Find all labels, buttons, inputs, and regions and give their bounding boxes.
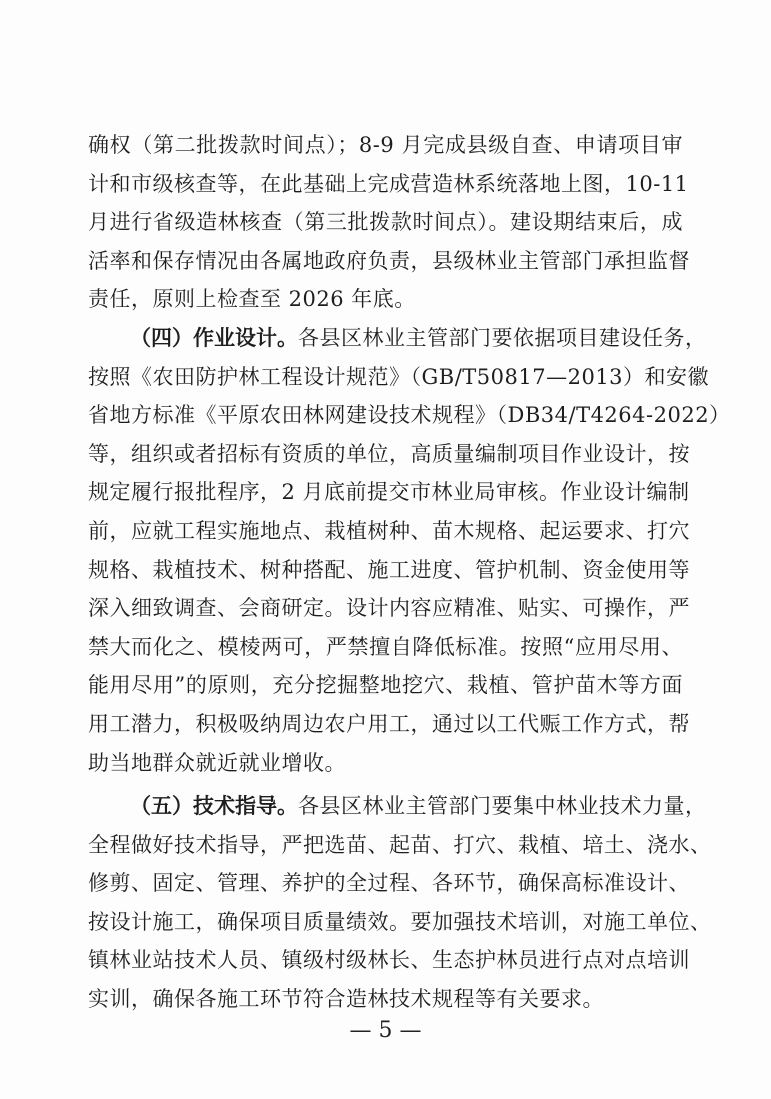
text-line: 禁大而化之、模棱两可，严禁擅自降低标准。按照“应用尽用、 [88, 634, 683, 659]
section-heading-design: （四）作业设计。 [130, 325, 298, 350]
text-line: 按设计施工，确保项目质量绩效。要加强技术培训，对施工单位、 [88, 909, 712, 934]
text-line: 能用尽用”的原则，充分挖掘整地挖穴、栽植、管护苗木等方面 [88, 673, 683, 698]
page-number: — 5 — [349, 1018, 422, 1043]
text-line: 规定履行报批程序，2 月底前提交市林业局审核。作业设计编制 [88, 480, 690, 505]
text-line: 助当地群众就近就业增收。 [88, 750, 346, 775]
text-line: 月进行省级造林核查（第三批拨款时间点）。建设期结束后，成 [88, 210, 683, 235]
text-line: 镇林业站技术人员、镇级村级林长、生态护林员进行点对点培训 [88, 948, 690, 973]
text-span: 各县区林业主管部门要依据项目建设任务， [298, 325, 707, 350]
text-line: 实训，确保各施工环节符合造林技术规程等有关要求。 [88, 987, 604, 1012]
text-span: 各县区林业主管部门要集中林业技术力量， [298, 794, 707, 819]
text-line: 用工潜力，积极吸纳周边农户用工，通过以工代赈工作方式，帮 [88, 711, 690, 736]
text-line: 省地方标准《平原农田林网建设技术规程》（DB34/T4264-2022） [88, 403, 731, 428]
paragraph-1 [88, 126, 690, 319]
text-line: 深入细致调查、会商研定。设计内容应精准、贴实、可操作，严 [88, 596, 690, 621]
text-line: 活率和保存情况由各属地政府负责，县级林业主管部门承担监督 [88, 248, 690, 273]
text-line: 修剪、固定、管理、养护的全过程、各环节，确保高标准设计、 [88, 871, 690, 896]
section-heading-guidance: （五）技术指导。 [130, 794, 298, 819]
text-line [88, 787, 707, 826]
text-line: 前，应就工程实施地点、栽植树种、苗木规格、起运要求、打穴 [88, 518, 690, 543]
text-line: 等，组织或者招标有资质的单位，高质量编制项目作业设计，按 [88, 441, 690, 466]
text-line: 责任，原则上检查至 2026 年底。 [88, 287, 416, 312]
text-line: 确权（第二批拨款时间点）；8-9 月完成县级自查、申请项目审 [88, 133, 683, 157]
text-line: 按照《农田防护林工程设计规范》（GB/T50817—2013）和安徽 [88, 364, 710, 389]
text-line [88, 319, 707, 358]
paragraph-3 [88, 787, 712, 1019]
text-line: 规格、栽植技术、树种搭配、施工进度、管护机制、资金使用等 [88, 557, 690, 582]
document-body [88, 126, 731, 1019]
text-line: 计和市级核查等，在此基础上完成营造林系统落地上图，10-11 [88, 171, 689, 196]
text-line: 全程做好技术指导，严把选苗、起苗、打穴、栽植、培土、浇水、 [88, 832, 712, 857]
paragraph-2 [88, 319, 731, 782]
